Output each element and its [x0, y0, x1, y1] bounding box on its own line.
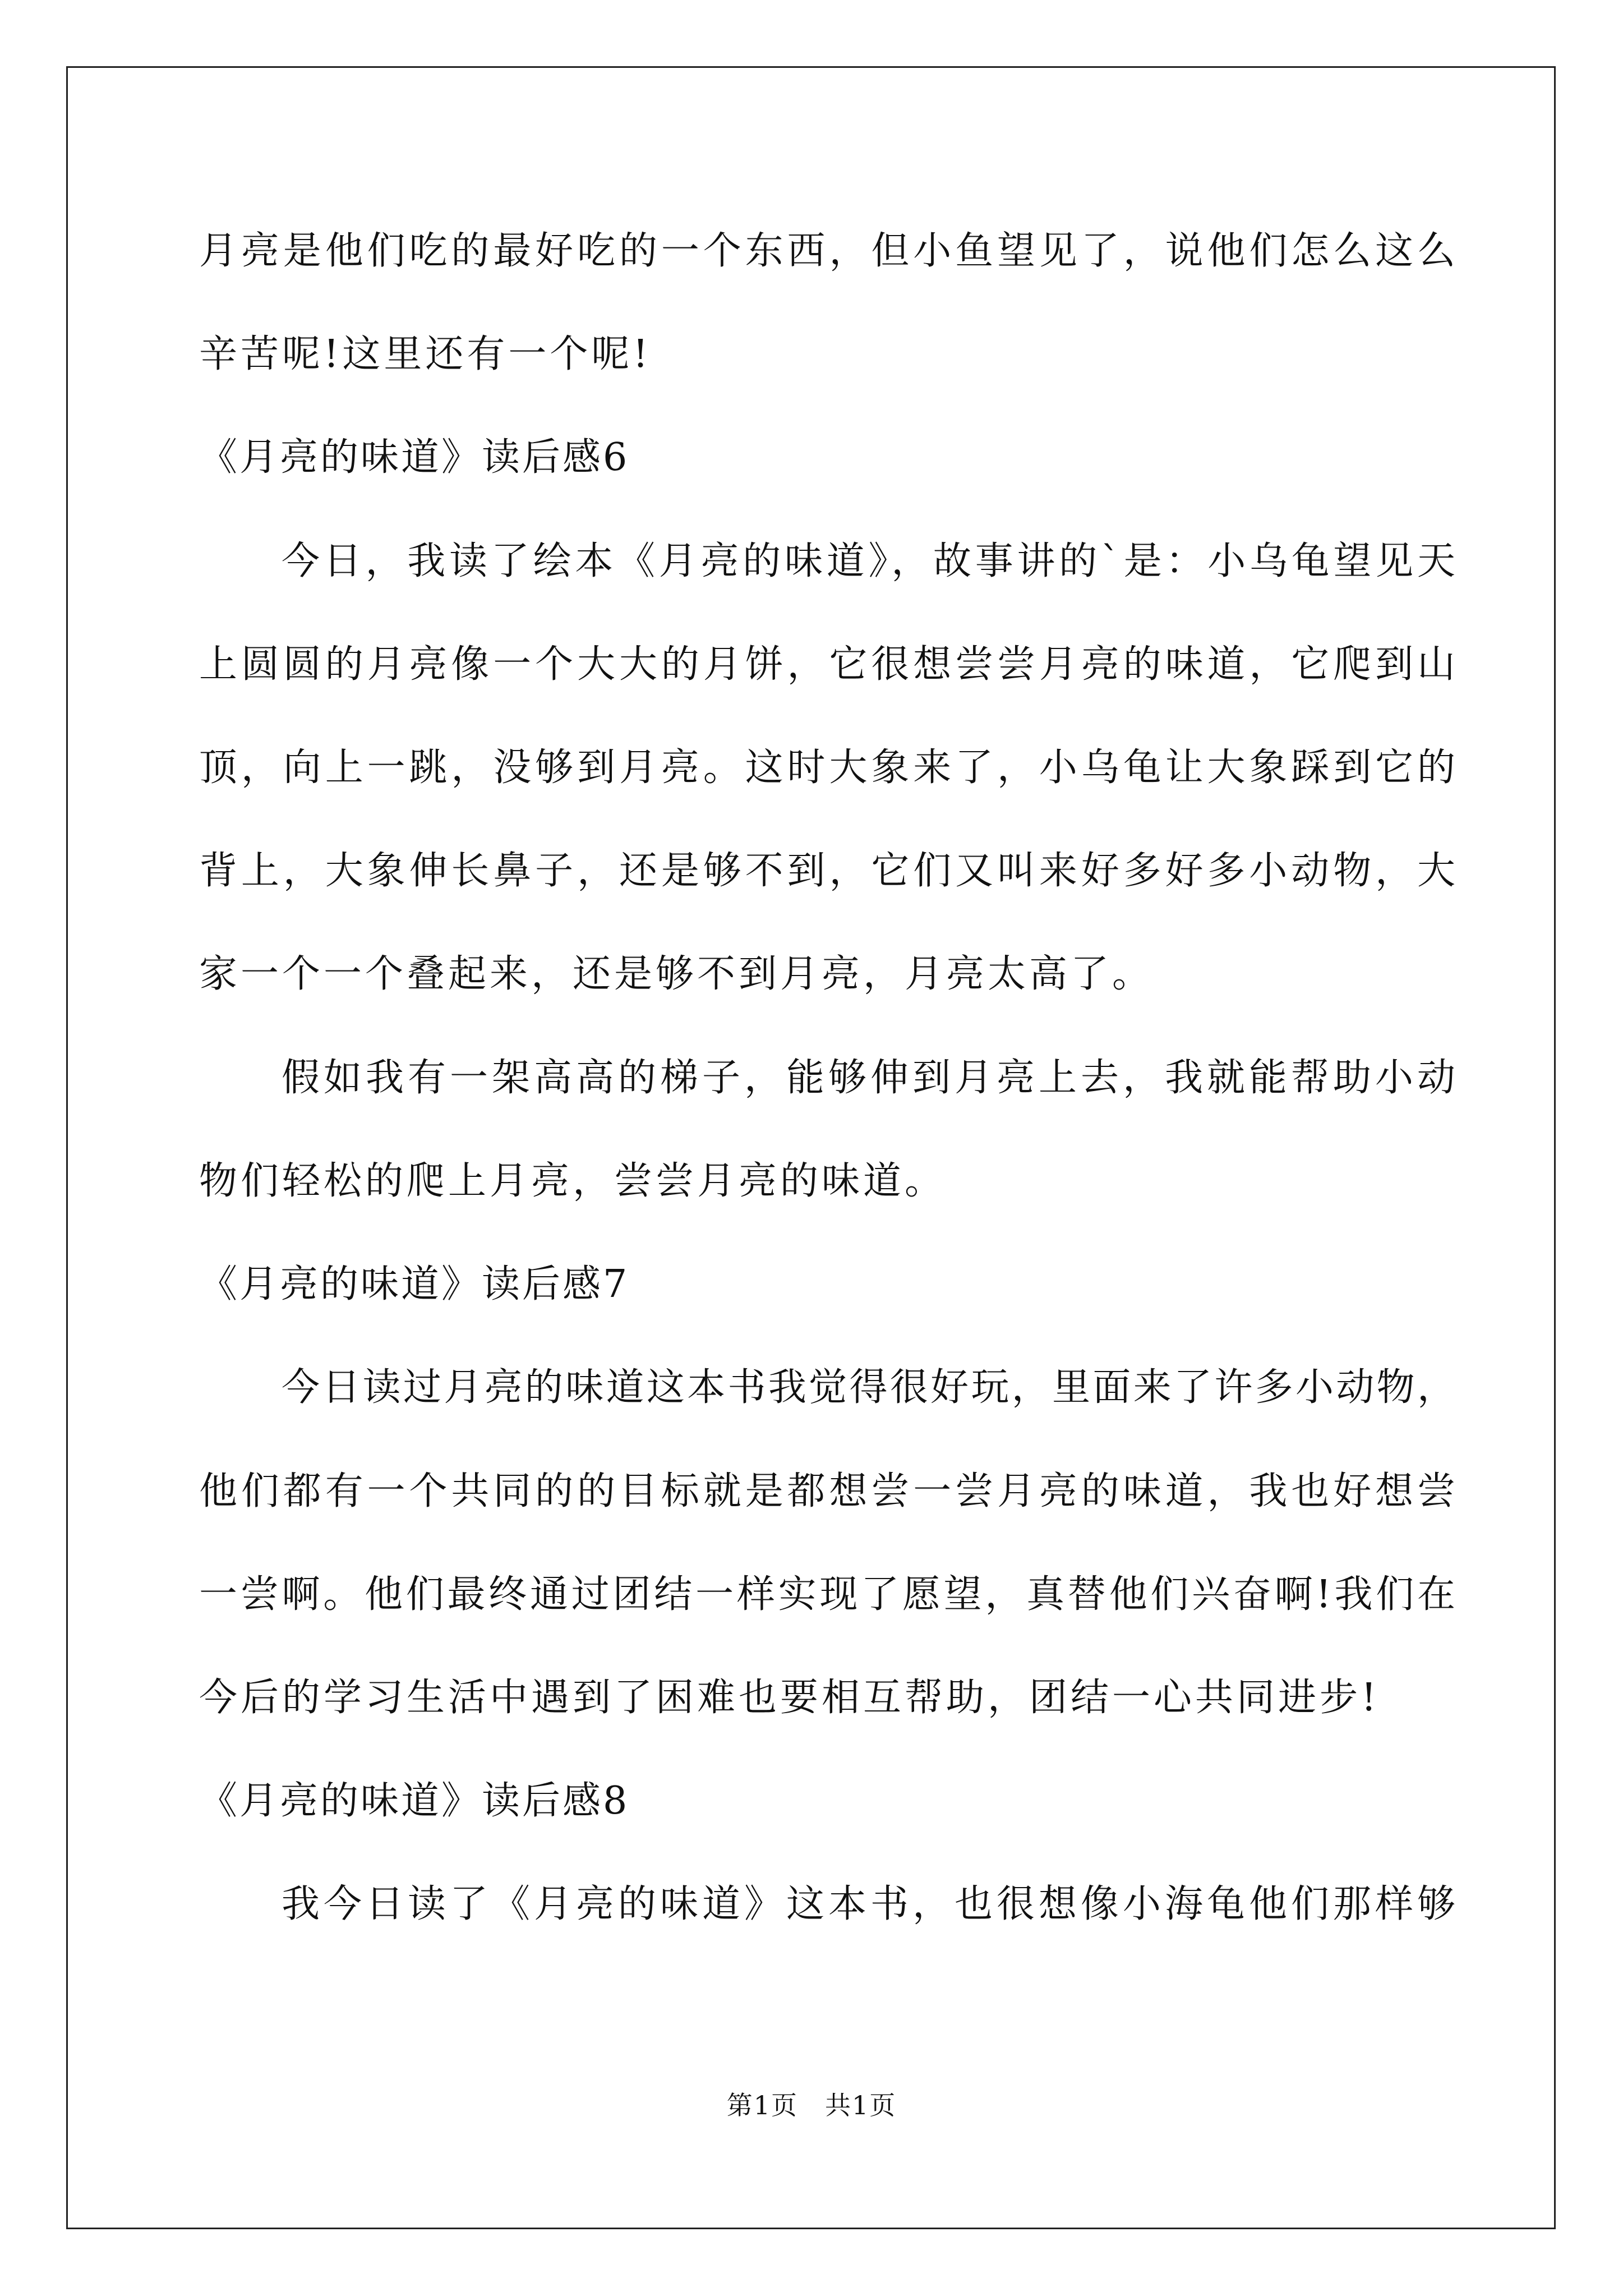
paragraph-line: 今日，我读了绘本《月亮的味道》，故事讲的`是：小乌龟望见天: [282, 539, 1455, 583]
section-heading: 《月亮的味道》读后感6: [199, 435, 630, 480]
paragraph-line: 今后的学习生活中遇到了困难也要相互帮助，团结一心共同进步!: [199, 1676, 1380, 1720]
paragraph-line: 辛苦呢!这里还有一个呢!: [199, 332, 652, 376]
paragraph-line: 物们轻松的爬上月亮，尝尝月亮的味道。: [199, 1159, 947, 1203]
paragraph-line: 月亮是他们吃的最好吃的一个东西，但小鱼望见了，说他们怎么这么: [199, 229, 1455, 273]
section-heading: 《月亮的味道》读后感8: [199, 1779, 630, 1823]
page-footer: 第1页 共1页: [726, 2090, 897, 2120]
paragraph-line: 一尝啊。他们最终通过团结一样实现了愿望，真替他们兴奋啊!我们在: [199, 1572, 1455, 1617]
paragraph-line: 我今日读了《月亮的味道》这本书，也很想像小海龟他们那样够: [282, 1882, 1455, 1926]
paragraph-line: 今日读过月亮的味道这本书我觉得很好玩，里面来了许多小动物，: [282, 1365, 1455, 1410]
paragraph-line: 他们都有一个共同的的目标就是都想尝一尝月亮的味道，我也好想尝: [199, 1469, 1455, 1513]
paragraph-line: 假如我有一架高高的梯子，能够伸到月亮上去，我就能帮助小动: [282, 1056, 1455, 1100]
paragraph-line: 背上，大象伸长鼻子，还是够不到，它们又叫来好多好多小动物，大: [199, 849, 1455, 893]
section-heading: 《月亮的味道》读后感7: [199, 1262, 630, 1306]
paragraph-line: 家一个一个叠起来，还是够不到月亮，月亮太高了。: [199, 952, 1154, 996]
paragraph-line: 顶，向上一跳，没够到月亮。这时大象来了，小乌龟让大象踩到它的: [199, 746, 1455, 790]
paragraph-line: 上圆圆的月亮像一个大大的月饼，它很想尝尝月亮的味道，它爬到山: [199, 642, 1455, 687]
